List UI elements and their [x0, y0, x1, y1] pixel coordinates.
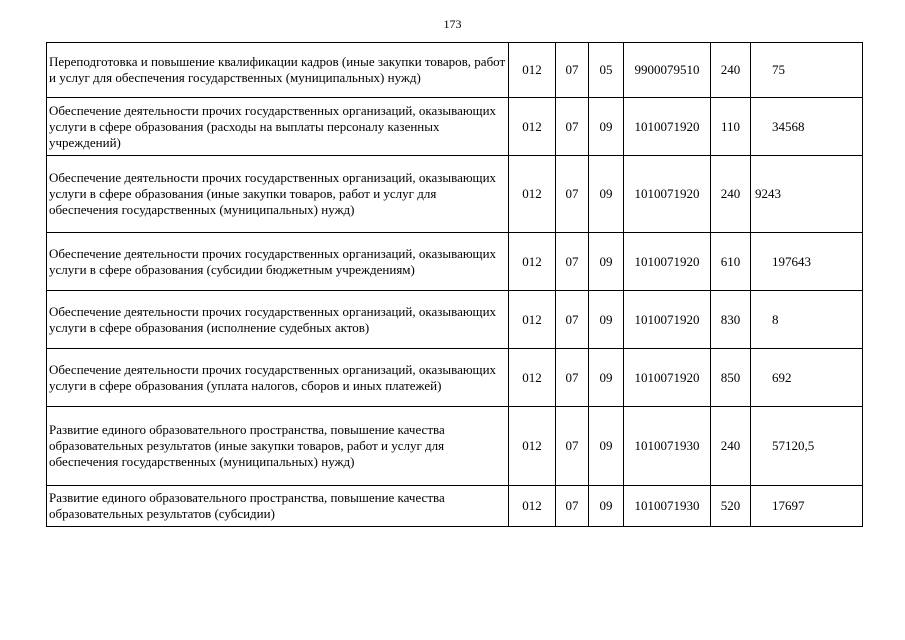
expense-description: Переподготовка и повышение квалификации кадров (иные закупки товаров, работ и услуг для обеспечения государственных (муниципальных) нужд): [47, 43, 509, 98]
amount: 75: [751, 43, 863, 98]
expense-type-code: 240: [711, 43, 751, 98]
amount: 57120,5: [751, 407, 863, 486]
table-row: [47, 156, 863, 233]
section-code: 07: [556, 349, 589, 407]
subsection-code: 09: [589, 486, 624, 527]
amount: 8: [751, 291, 863, 349]
expense-description: Обеспечение деятельности прочих государственных организаций, оказывающих услуги в сфере образования (уплата налогов, сборов и иных платежей): [47, 349, 509, 407]
expense-type-code: 240: [711, 156, 751, 233]
section-code: 07: [556, 98, 589, 156]
expense-description: Обеспечение деятельности прочих государственных организаций, оказывающих услуги в сфере образования (иные закупки товаров, работ и услуг для обеспечения государственных (муниципальных) нужд): [47, 156, 509, 233]
ministry-code: 012: [509, 43, 556, 98]
ministry-code: 012: [509, 291, 556, 349]
expense-type-code: 830: [711, 291, 751, 349]
subsection-code: 09: [589, 291, 624, 349]
expense-description: Развитие единого образовательного пространства, повышение качества образовательных результатов (иные закупки товаров, работ и услуг для обеспечения государственных (муниципальных) нужд): [47, 407, 509, 486]
target-article-code: 1010071930: [624, 486, 711, 527]
section-code: 07: [556, 486, 589, 527]
ministry-code: 012: [509, 156, 556, 233]
target-article-code: 1010071920: [624, 291, 711, 349]
table-row: [47, 98, 863, 156]
page-number: 173: [443, 17, 462, 31]
table-row: [47, 233, 863, 291]
ministry-code: 012: [509, 486, 556, 527]
section-code: 07: [556, 291, 589, 349]
section-code: 07: [556, 233, 589, 291]
ministry-code: 012: [509, 233, 556, 291]
target-article-code: 1010071920: [624, 156, 711, 233]
table-row: [47, 43, 863, 98]
expense-type-code: 240: [711, 407, 751, 486]
expense-description: Обеспечение деятельности прочих государственных организаций, оказывающих услуги в сфере образования (субсидии бюджетным учреждениям): [47, 233, 509, 291]
section-code: 07: [556, 407, 589, 486]
amount: 692: [751, 349, 863, 407]
subsection-code: 05: [589, 43, 624, 98]
table-row: [47, 291, 863, 349]
target-article-code: 1010071920: [624, 98, 711, 156]
amount: 17697: [751, 486, 863, 527]
target-article-code: 1010071930: [624, 407, 711, 486]
amount: 197643: [751, 233, 863, 291]
expense-description: Обеспечение деятельности прочих государственных организаций, оказывающих услуги в сфере образования (исполнение судебных актов): [47, 291, 509, 349]
table-row: [47, 349, 863, 407]
section-code: 07: [556, 43, 589, 98]
subsection-code: 09: [589, 98, 624, 156]
ministry-code: 012: [509, 407, 556, 486]
expense-type-code: 520: [711, 486, 751, 527]
target-article-code: 1010071920: [624, 233, 711, 291]
expense-type-code: 110: [711, 98, 751, 156]
amount: 34568: [751, 98, 863, 156]
subsection-code: 09: [589, 407, 624, 486]
subsection-code: 09: [589, 156, 624, 233]
target-article-code: 9900079510: [624, 43, 711, 98]
subsection-code: 09: [589, 233, 624, 291]
expense-description: Обеспечение деятельности прочих государственных организаций, оказывающих услуги в сфере образования (расходы на выплаты персоналу казенных учреждений): [47, 98, 509, 156]
section-code: 07: [556, 156, 589, 233]
ministry-code: 012: [509, 98, 556, 156]
expense-type-code: 610: [711, 233, 751, 291]
expense-description: Развитие единого образовательного пространства, повышение качества образовательных результатов (субсидии): [47, 486, 509, 527]
table-row: [47, 407, 863, 486]
target-article-code: 1010071920: [624, 349, 711, 407]
subsection-code: 09: [589, 349, 624, 407]
expense-type-code: 850: [711, 349, 751, 407]
budget-table: [46, 42, 863, 527]
table-row: [47, 486, 863, 527]
amount: 9243: [751, 156, 863, 233]
ministry-code: 012: [509, 349, 556, 407]
